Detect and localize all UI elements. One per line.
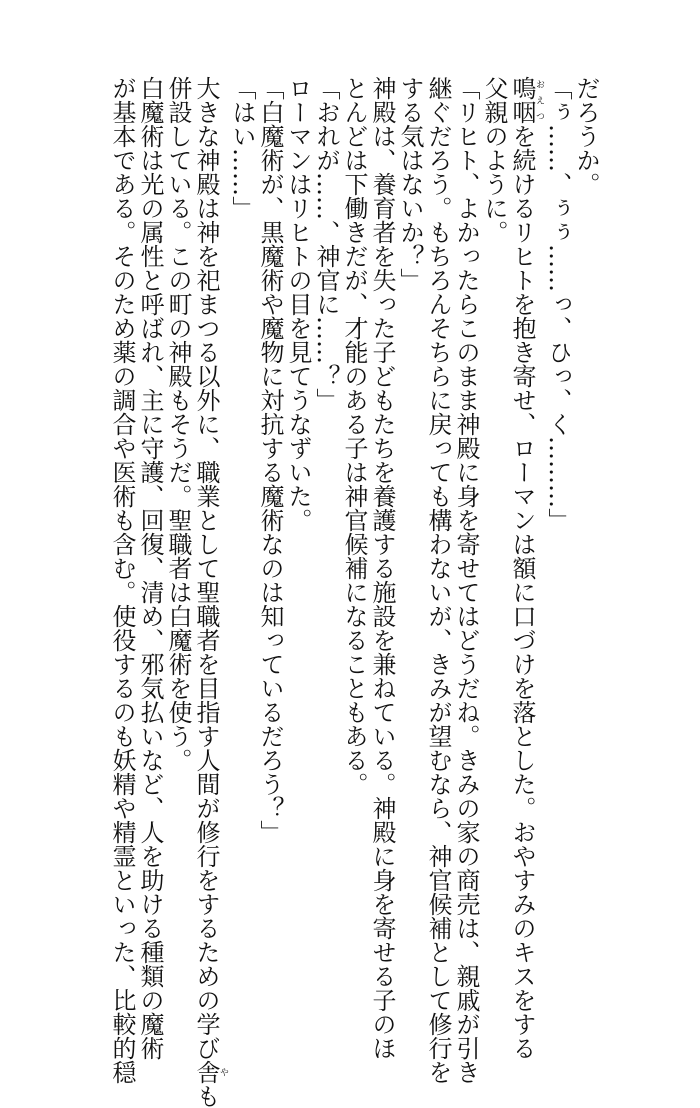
text-line: 「おれが……、神官に……？」	[312, 76, 340, 412]
furigana: 舎や	[192, 1060, 228, 1084]
vertical-text-block	[96, 76, 600, 1108]
text-line: 神殿は、養育者を失った子どもたちを養護する施設を兼ねている。神殿に身を寄せる子のほ	[368, 76, 396, 1060]
text-line: 「はい……」	[228, 76, 256, 220]
text-line: が基本である。そのため薬の調合や医術も含む。使役するのも妖精や精霊といった、比較的穏	[108, 76, 136, 1084]
text-line: 継ぐだろう。もちろんそちらに戻っても構わないが、きみが望むなら、神官候補として修行を	[424, 76, 452, 1084]
text-line: 「白魔術が、黒魔術や魔物に対抗する魔術なのは知っているだろう？」	[256, 76, 284, 844]
text-line: 大きな神殿は神を祀まつる以外に、職業として聖職者を目指す人間が修行をするための学び舎やも	[192, 76, 228, 1108]
text-line: 白魔術は光の属性と呼ばれ、主に守護、回復、清め、邪気払いなど、人を助ける種類の魔術	[136, 76, 164, 1060]
text-line: する気はないか？」	[396, 76, 424, 292]
text-line: だろうか。	[572, 76, 600, 196]
text-line: 父親のように。	[480, 76, 508, 244]
text-line: 「ぅ……、ぅぅ……っ、ひっ、く………」	[544, 76, 572, 532]
text-line: とんどは下働きだが、才能のある子は神官候補になることもある。	[340, 76, 368, 796]
text-line: ローマンはリヒトの目を見てうなずいた。	[284, 76, 312, 532]
furigana: 鳴咽おえつ	[508, 76, 544, 124]
text-line: 「リヒト、よかったらこのまま神殿に身を寄せてはどうだね。きみの家の商売は、親戚が引き	[452, 76, 480, 1084]
text-line: 鳴咽おえつを続けるリヒトを抱き寄せ、ローマンは額に口づけを落とした。おやすみのキスをする	[508, 76, 544, 1060]
text-line: 併設している。この町の神殿もそうだ。聖職者は白魔術を使う。	[164, 76, 192, 772]
